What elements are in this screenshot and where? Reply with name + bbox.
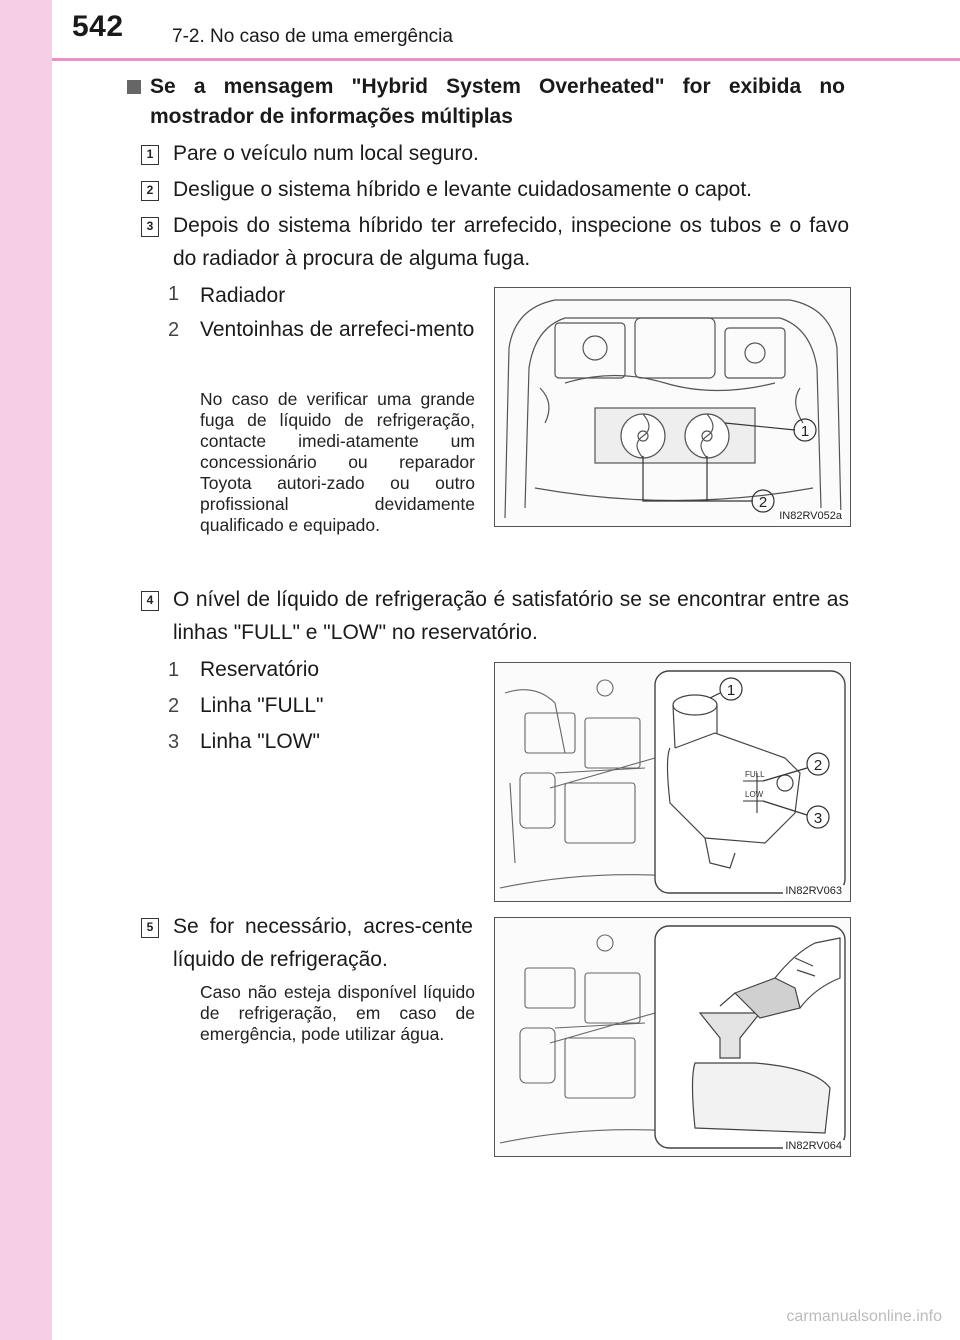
step-5-text: Se for necessário, acres-cente líquido de refrigeração. [173, 915, 473, 971]
section-title: 7-2. No caso de uma emergência [172, 26, 453, 47]
callout-1-number: 1 [168, 659, 180, 681]
header-divider [52, 58, 960, 61]
fig1-callout-1: 1 [800, 423, 810, 440]
side-color-strip [0, 0, 52, 1340]
step-2-text: Desligue o sistema híbrido e levante cuidadosamente o capot. [173, 178, 753, 201]
fig2-full-mark: FULL [745, 770, 765, 779]
step-3-text: Depois do sistema híbrido ter arrefecido, inspecione os tubos e o favo do radiador à procura de alguma fuga. [173, 214, 849, 270]
fig2-callout-3: 3 [813, 810, 823, 827]
step-number-2: 2 [141, 181, 159, 201]
figure-radiator [494, 287, 851, 527]
callout-linha-full: Linha "FULL" [200, 694, 324, 717]
step-1-text: Pare o veículo num local seguro. [173, 142, 479, 165]
step-3-note: No caso de verificar uma grande fuga de líquido de refrigeração, contacte imedi-atamente um concessionário ou reparador Toyota autori-zado ou outro profissional devidamente qualificado e equipado. [200, 389, 475, 535]
callout-reservatorio: Reservatório [200, 658, 320, 681]
figure-reservoir [494, 662, 851, 902]
section-heading: Se a mensagem "Hybrid System Overheated" for exibida no mostrador de informações múltiplas [150, 75, 845, 128]
reservoir-illustration [495, 663, 850, 901]
fig1-callout-2: 2 [758, 494, 768, 511]
figure-adding-coolant [494, 917, 851, 1157]
fig2-low-mark: LOW [745, 790, 764, 799]
callout-ventoinhas: Ventoinhas de arrefeci-mento [200, 318, 475, 341]
callout-2-number: 2 [168, 319, 180, 341]
step-number-4: 4 [141, 591, 159, 611]
footer-watermark-url: carmanualsonline.info [786, 1308, 942, 1325]
adding-coolant-illustration [495, 918, 850, 1156]
figure-code: IN82RV052a [779, 510, 842, 522]
page-header [52, 0, 960, 58]
step-5-note: Caso não esteja disponível líquido de refrigeração, em caso de emergência, pode utilizar água. [200, 982, 475, 1044]
figure-code: IN82RV064 [785, 1140, 842, 1152]
callout-linha-low: Linha "LOW" [200, 730, 320, 753]
radiator-illustration [495, 288, 850, 526]
step-4-text: O nível de líquido de refrigeração é satisfatório se se encontrar entre as linhas "FULL" e "LOW" no reservatório. [173, 588, 849, 644]
heading-bullet-icon [127, 80, 141, 94]
callout-3-number: 3 [168, 731, 180, 753]
fig2-callout-2: 2 [813, 757, 823, 774]
fig2-callout-1: 1 [726, 682, 736, 699]
figure-code: IN82RV063 [785, 885, 842, 897]
step-number-1: 1 [141, 145, 159, 165]
callout-2-number: 2 [168, 695, 180, 717]
callout-radiador: Radiador [200, 284, 286, 307]
step-number-3: 3 [141, 217, 159, 237]
callout-1-number: 1 [168, 283, 180, 305]
step-number-5: 5 [141, 918, 159, 938]
page-number: 542 [72, 10, 124, 43]
